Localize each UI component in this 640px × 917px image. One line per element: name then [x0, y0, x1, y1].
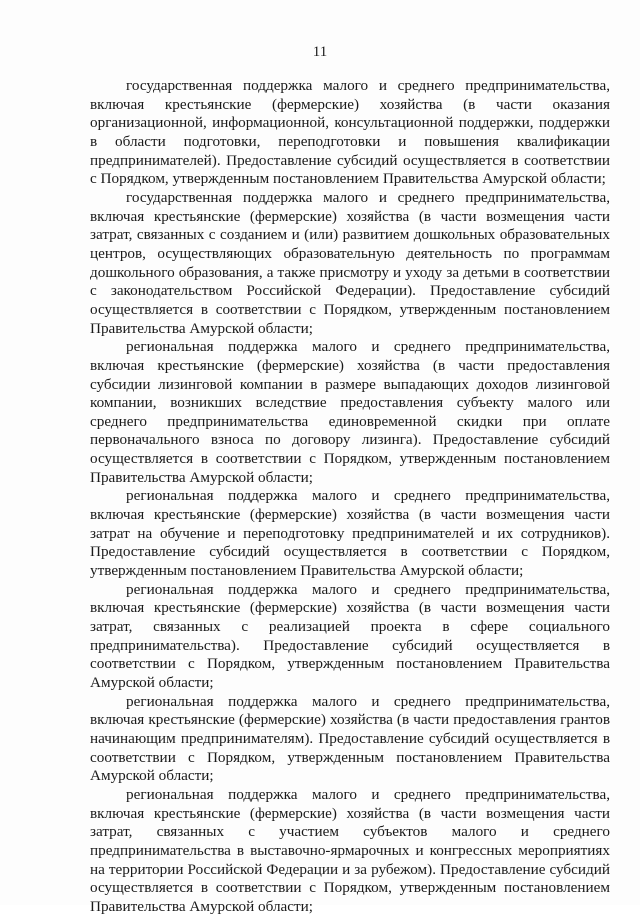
paragraph: региональная поддержка малого и среднего предпринимательства, включая крестьянские (фермерские) хозяйства (в части предоставления грантов начинающим предпринимателям). Предоставление субсидий осуществляется в соответствии с Порядком, утвержденным постановлением Правительства Амурской области;: [90, 692, 610, 785]
document-body: [90, 77, 610, 917]
paragraph: государственная поддержка малого и среднего предпринимательства, включая крестьянские (фермерские) хозяйства (в части возмещения части затрат, связанных с созданием и (или) развитием дошкольных образовательных центров, осуществляющих образовательную деятельность по программам дошкольного образования, а также присмотру и уходу за детьми в соответствии с законодательством Российской Федерации). Предоставление субсидий осуществляется в соответствии с Порядком, утвержденным постановлением Правительства Амурской области;: [90, 188, 610, 337]
page-number: 11: [312, 44, 328, 60]
paragraph: региональная поддержка малого и среднего предпринимательства, включая крестьянские (фермерские) хозяйства (в части предоставления субсидии лизинговой компании в размере выпадающих доходов лизинговой компании, возникших вследствие предоставления субъекту малого или среднего предпринимательства единовременной скидки при оплате первоначального взноса по договору лизинга). Предоставление субсидий осуществляется в соответствии с Порядком, утвержденным постановлением Правительства Амурской области;: [90, 338, 610, 486]
paragraph: региональная поддержка малого и среднего предпринимательства, включая крестьянские (фермерские) хозяйства (в части возмещения части затрат, связанных с реализацией проекта в сфере социального предпринимательства). Предоставление субсидий осуществляется в соответствии с Порядком, утвержденным постановлением Правительства Амурской области;: [90, 580, 610, 691]
paragraph: региональная поддержка малого и среднего предпринимательства, включая крестьянские (фермерские) хозяйства (в части возмещения части затрат, связанных с участием субъектов малого и среднего предпринимательства в выставочно-ярмарочных и конгрессных мероприятиях на территории Российской Федерации и за рубежом). Предоставление субсидий осуществляется в соответствии с Порядком, утвержденным постановлением Правительства Амурской области;: [90, 785, 610, 915]
paragraph: региональная поддержка малого и среднего предпринимательства, включая крестьянские (фермерские) хозяйства (в части возмещения части затрат на обучение и переподготовку предпринимателей и их сотрудников). Предоставление субсидий осуществляется в соответствии с Порядком, утвержденным постановлением Правительства Амурской области;: [90, 487, 610, 580]
paragraph: государственная поддержка малого и среднего предпринимательства, включая крестьянские (фермерские) хозяйства (в части оказания организационной, информационной, консультационной поддержки, поддержки в области подготовки, переподготовки и повышения квалификации предпринимателей). Предоставление субсидий осуществляется в соответствии с Порядком, утвержденным постановлением Правительства Амурской области;: [90, 77, 610, 188]
